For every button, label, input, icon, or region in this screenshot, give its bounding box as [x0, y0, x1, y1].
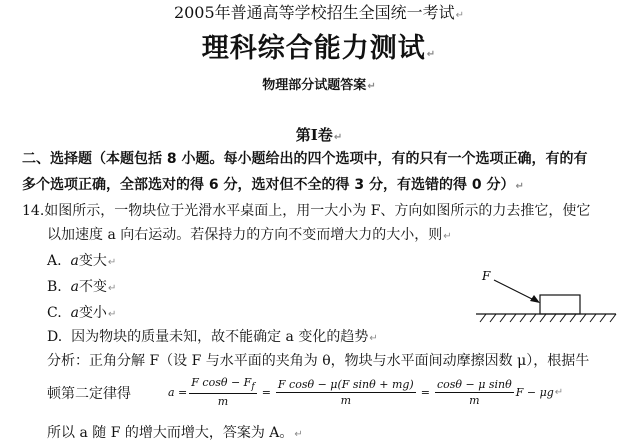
block: [540, 295, 580, 314]
section-title: 第Ⅰ卷↵: [295, 126, 343, 144]
paragraph-mark: ↵: [369, 333, 378, 344]
fraction-2: $\frac{\text{F cosθ − μ(F sinθ + mg)}}{m}$: [277, 377, 414, 407]
subtitle: 物理部分试题答案↵: [262, 78, 376, 93]
option-c: C. a变小↵: [47, 305, 117, 321]
option-a: A. a变大↵: [47, 253, 117, 269]
analysis-line-2: 顿第二定律得: [47, 386, 131, 402]
question-number: 14.: [22, 203, 45, 219]
paragraph-mark: ↵: [294, 429, 303, 440]
analysis-line-1: 分析：正角分解 F（设 F 与水平面的夹角为 θ，物块与水平面间动摩擦因数 μ），根据牛: [47, 353, 590, 369]
equation-lhs: a =: [168, 385, 188, 399]
instructions-line-2: 多个选项正确，全部选对的得 6 分，选对但不全的得 3 分，有选错的得 0 分）↵: [22, 177, 524, 193]
instructions-line-1: 二、选择题（本题包括 8 小题。每小题给出的四个选项中，有的只有一个选项正确，有的有: [22, 151, 588, 167]
paragraph-mark: ↵: [443, 231, 452, 242]
paragraph-mark: ↵: [554, 386, 564, 398]
exam-title: 2005年普通高等学校招生全国统一考试↵: [173, 3, 465, 22]
equation-tail: F − μg: [515, 385, 554, 399]
option-b: B. a不变↵: [47, 279, 117, 295]
fraction-1: $\frac{F \cos\theta - F_f}{m}$: [191, 376, 255, 409]
paragraph-mark: ↵: [455, 10, 465, 21]
force-arrow-shaft: [494, 280, 538, 302]
force-diagram: [470, 262, 620, 326]
paragraph-mark: ↵: [515, 181, 524, 192]
paragraph-mark: ↵: [107, 257, 117, 268]
question-stem-line-1: 14.如图所示，一物块位于光滑水平桌面上，用一大小为 F、方向如图所示的力去推它，使它: [22, 203, 591, 219]
paragraph-mark: ↵: [333, 132, 343, 143]
table-hatching: [480, 314, 616, 322]
analysis-conclusion: 所以 a 随 F 的增大而增大，答案为 A。↵: [47, 425, 303, 441]
main-title: 理科综合能力测试↵: [201, 33, 437, 64]
fraction-3: $\frac{\text{cosθ − μ sinθ}}{m}$: [436, 377, 512, 407]
paragraph-mark: ↵: [367, 81, 376, 92]
paragraph-mark: ↵: [107, 309, 117, 320]
paragraph-mark: ↵: [108, 283, 117, 294]
newton-equation: a = $\frac{F \cos\theta - F_f}{m}$ = $\frac{\text{F cosθ − μ(F sinθ + mg)}}{m}$ = $\frac{\text{cosθ − μ sinθ}}{m}$ F − μg ↵: [168, 376, 564, 409]
paragraph-mark: ↵: [426, 49, 437, 60]
force-arrow-head: [530, 295, 540, 303]
question-stem-line-2: 以加速度 a 向右运动。若保持力的方向不变而增大力的大小，则↵: [47, 227, 452, 243]
option-d: D. 因为物块的质量未知，故不能确定 a 变化的趋势↵: [47, 329, 378, 345]
force-label: F: [482, 269, 491, 283]
